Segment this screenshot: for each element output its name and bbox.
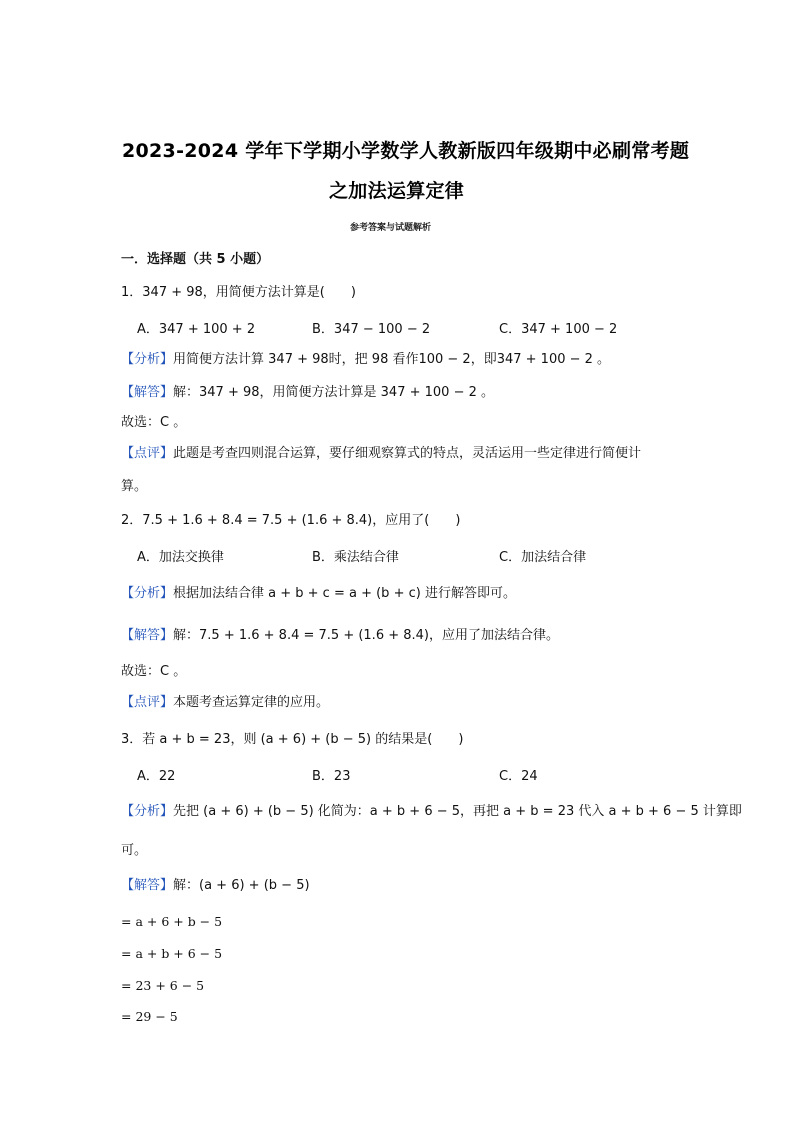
answer-tag: 【解答】	[121, 628, 174, 643]
q2-answer-text: 解：7.5 + 1.6 + 8.4 = 7.5 + (1.6 + 8.4)，应用了加法结合律。	[173, 628, 559, 643]
q1-option-a: A．347 + 100 + 2	[137, 322, 256, 337]
comment-tag: 【点评】	[121, 446, 174, 461]
q3-step-3: = 23 + 6 − 5	[121, 978, 205, 993]
answer-tag: 【解答】	[121, 878, 174, 893]
q2-answer	[121, 626, 559, 646]
q2-analysis-text: 根据加法结合律 a + b + c = a + (b + c) 进行解答即可。	[173, 586, 516, 601]
q1-comment-text: 此题是考查四则混合运算，要仔细观察算式的特点，灵活运用一些定律进行简便计	[173, 446, 642, 461]
question-2-stem: 2．7.5 + 1.6 + 8.4 = 7.5 + (1.6 + 8.4)，应用了( )	[121, 513, 461, 528]
q3-step-4: = 29 − 5	[121, 1009, 178, 1024]
analysis-tag: 【分析】	[121, 352, 174, 367]
q3-answer-text: 解：(a + 6) + (b − 5)	[173, 878, 310, 893]
q2-choice: 故选：C 。	[121, 664, 187, 679]
q3-option-a: A．22	[137, 769, 176, 784]
analysis-tag: 【分析】	[121, 586, 174, 601]
q3-step-1: = a + 6 + b − 5	[121, 914, 223, 929]
q3-option-b: B．23	[312, 769, 351, 784]
q1-analysis	[121, 350, 610, 370]
section-heading: 一．选择题（共 5 小题）	[121, 252, 270, 267]
q1-option-c: C．347 + 100 − 2	[499, 322, 618, 337]
q2-option-b: B．乘法结合律	[312, 550, 399, 565]
q2-option-c: C．加法结合律	[499, 550, 587, 565]
q1-answer-text: 解：347 + 98，用简便方法计算是 347 + 100 − 2 。	[173, 385, 495, 400]
q2-comment-text: 本题考查运算定律的应用。	[173, 695, 330, 710]
question-3-stem: 3．若 a + b = 23，则 (a + 6) + (b − 5) 的结果是( )	[121, 732, 464, 747]
q2-analysis	[121, 584, 516, 604]
page-title-line1: 2023-2024 学年下学期小学数学人教新版四年级期中必刷常考题	[122, 140, 690, 162]
q3-analysis	[121, 802, 742, 822]
q3-analysis-text: 先把 (a + 6) + (b − 5) 化简为：a + b + 6 − 5，再把 a + b = 23 代入 a + b + 6 − 5 计算即	[173, 804, 742, 819]
q1-analysis-text: 用简便方法计算 347 + 98时，把 98 看作100 − 2，即347 + 100 − 2 。	[173, 352, 611, 367]
answer-tag: 【解答】	[121, 385, 174, 400]
q2-comment	[121, 693, 329, 713]
q1-comment-cont: 算。	[121, 479, 148, 494]
q1-option-b: B．347 − 100 − 2	[312, 322, 431, 337]
q3-analysis-cont: 可。	[121, 843, 148, 858]
q2-option-a: A．加法交换律	[137, 550, 224, 565]
q3-answer	[121, 876, 310, 896]
page-title-line2: 之加法运算定律	[329, 180, 465, 202]
q1-choice: 故选：C 。	[121, 415, 187, 430]
q1-answer	[121, 383, 494, 403]
comment-tag: 【点评】	[121, 695, 174, 710]
question-1-stem: 1．347 + 98，用简便方法计算是( )	[121, 285, 356, 300]
q3-option-c: C．24	[499, 769, 538, 784]
q3-step-2: = a + b + 6 − 5	[121, 946, 223, 961]
page-subtitle: 参考答案与试题解析	[350, 223, 432, 233]
analysis-tag: 【分析】	[121, 804, 174, 819]
q1-comment	[121, 444, 641, 464]
